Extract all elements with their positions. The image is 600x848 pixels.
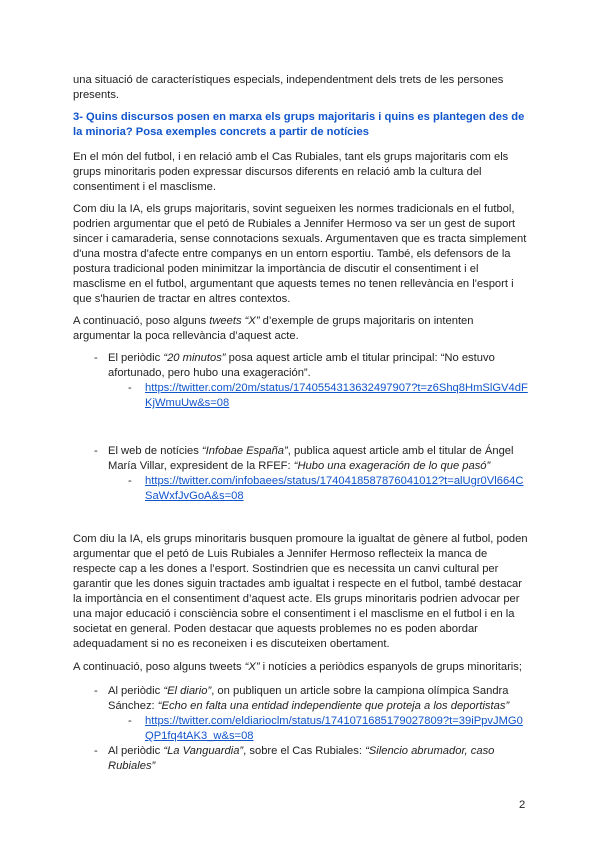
bullet-dash: - <box>94 352 98 364</box>
b1-link-line-1[interactable]: https://twitter.com/20m/status/1740554313632497907?t=z6Shq8HmSlGV4dF <box>145 382 528 394</box>
b1-line-2: afortunado, pero hubo una exageración”. <box>108 367 311 379</box>
b1-text-c: posa aquest article amb el titular principal: “No estuvo <box>225 352 495 364</box>
b3-text-d: Sánchez: <box>108 700 158 712</box>
b3-text-a: Al periòdic <box>108 685 164 697</box>
p4-line-4: garantir que les dones siguin tractades amb igualtat i respecte en el futbol, també destacar <box>73 578 523 590</box>
b2-link-line-1[interactable]: https://twitter.com/infobaees/status/1740418587876041012?t=alUgr0Vl664C <box>145 475 524 487</box>
p2-line-5: postura tradicional poden minimitzar la importància de discutir el consentiment i el <box>73 263 479 275</box>
b1-line-1 <box>108 351 495 366</box>
p4-line-6: una major educació i consciència sobre el consentiment i el masclisme en el futbol i en la <box>73 608 515 620</box>
p2-line-1: Com diu la IA, els grups majoritaris, sovint segueixen les normes tradicionals en el futbol, <box>73 203 515 215</box>
p2-line-3: sincer i camaraderia, sense connotacions sexuals. Argumentaven que es tracta simplement <box>73 233 527 245</box>
b4-quote-start: “Silencio abrumador, caso <box>365 745 495 757</box>
b3-line-1 <box>108 684 509 699</box>
b2-line-2 <box>108 459 490 474</box>
b3-link-line-2[interactable]: QP1fq4tAK3_w&s=08 <box>145 730 254 742</box>
b3-line-2 <box>108 699 509 714</box>
section-heading-line-1: 3- Quins discursos posen en marxa els grups majoritaris i quins es plantegen des de <box>73 111 525 123</box>
p2-line-2: podrien argumentar que el petó de Rubiales a Jennifer Hermoso va ser un gest de suport <box>73 218 516 230</box>
bullet-dash: - <box>94 745 98 757</box>
p2-line-7: que s'haurien de tractar en altres contextos. <box>73 293 291 305</box>
bullet-dash: - <box>94 685 98 697</box>
b4-line-2 <box>108 759 155 774</box>
p4-line-1: Com diu la IA, els grups minoritaris busquen promoure la igualtat de gènere al futbol, poden <box>73 533 528 545</box>
p3-text-a: A continuació, poso alguns <box>73 315 210 327</box>
b2-text-c: , publica aquest article amb el titular de Ángel <box>287 445 514 457</box>
p5-line-1 <box>73 660 522 675</box>
p1-line-2: grups minoritaris poden expressar discursos diferents en relació amb la cultura del <box>73 166 482 178</box>
b3-quote: “Echo en falta una entidad independiente que proteja a los deportistas” <box>157 700 510 712</box>
b2-source: “Infobae España” <box>201 445 288 457</box>
b4-line-1 <box>108 744 494 759</box>
p5-text-a: A continuació, poso alguns tweets <box>73 661 245 673</box>
p3-text-c: d’exemple de grups majoritaris on intenten <box>259 315 474 327</box>
p4-line-8: adequadament si no es reconeixen i es discuteixen obertament. <box>73 638 390 650</box>
sub-bullet-dash: - <box>128 382 132 394</box>
p3-line-1 <box>73 314 474 329</box>
b4-source: “La Vanguardia” <box>163 745 244 757</box>
p2-line-4: d'una mostra d'afecte entre companys en un entorn esportiu. També, els defensors de la <box>73 248 511 260</box>
sub-bullet-dash: - <box>128 475 132 487</box>
p4-line-2: argumentar que el petó de Luis Rubiales a Jennifer Hermoso reflecteix la manca de <box>73 548 488 560</box>
intro-line-1: una situació de característiques especials, independentment dels trets de les persones <box>73 74 504 86</box>
b3-text-c: , on publiquen un article sobre la campiona olímpica Sandra <box>211 685 509 697</box>
b2-link-line-2[interactable]: SaWxfJvGoA&s=08 <box>145 490 244 502</box>
b2-text-d: María Villar, expresident de la RFEF: <box>108 460 294 472</box>
p5-text-x: “X” <box>244 661 260 673</box>
b4-quote-end: Rubiales” <box>108 760 156 772</box>
p5-text-c: i notícies a periòdics espanyols de grups minoritaris; <box>259 661 522 673</box>
p3-text-tweets: tweets “X” <box>209 315 260 327</box>
b2-line-1 <box>108 444 514 459</box>
b1-text-a: El periòdic <box>108 352 164 364</box>
b4-text-c: , sobre el Cas Rubiales: <box>243 745 366 757</box>
b3-source: “El diario” <box>163 685 212 697</box>
p1-line-1: En el món del futbol, i en relació amb el Cas Rubiales, tant els grups majoritaris com els <box>73 151 509 163</box>
section-heading-line-2: la minoria? Posa exemples concrets a partir de notícies <box>73 126 369 138</box>
b3-link-line-1[interactable]: https://twitter.com/eldiarioclm/status/1741071685179027809?t=39iPpvJMG0 <box>145 715 523 727</box>
b4-text-a: Al periòdic <box>108 745 164 757</box>
b1-source: “20 minutos” <box>163 352 226 364</box>
p2-line-6: masclisme en el futbol, argumentant que aquests temes no tenen rellevància en l'esport i <box>73 278 514 290</box>
sub-bullet-dash: - <box>128 715 132 727</box>
p4-line-3: respecte cap a les dones a l’esport. Sostindrien que es necessita un canvi cultural per <box>73 563 499 575</box>
p4-line-7: societat en general. Poden destacar que aquests problemes no es poden abordar <box>73 623 478 635</box>
intro-line-2: presents. <box>73 89 120 101</box>
b2-text-a: El web de notícies <box>108 445 202 457</box>
p4-line-5: la importància en el consentiment d’aquest acte. Els grups minoritaris podrien advocar per <box>73 593 520 605</box>
p3-line-2: argumentar la poca rellevància d’aquest acte. <box>73 330 299 342</box>
page-number: 2 <box>519 799 526 811</box>
b1-link-line-2[interactable]: KjWmuUw&s=08 <box>145 397 230 409</box>
b2-quote: “Hubo una exageración de lo que pasó” <box>293 460 491 472</box>
p1-line-3: consentiment i el masclisme. <box>73 181 217 193</box>
bullet-dash: - <box>94 445 98 457</box>
